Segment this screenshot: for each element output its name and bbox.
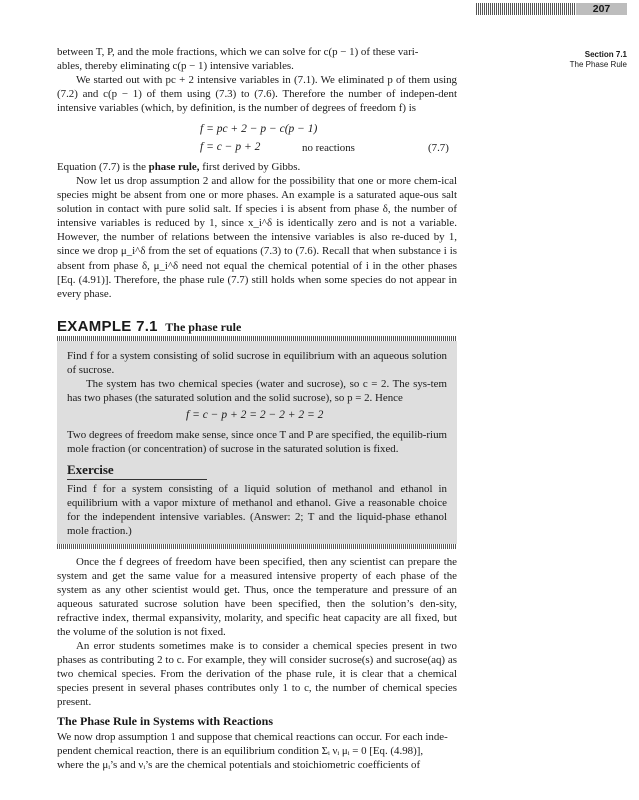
example-comment: Two degrees of freedom make sense, since once T and P are specified, the equilib-rium mole fraction (or concentration) of sucrose in the saturated solution is fixed.: [67, 429, 447, 456]
exercise-text: Find f for a system consisting of a liquid solution of methanol and ethanol in equilibrium with a vapor mixture of methanol and ethanol. Give a reasonable choice for the independent intensive variables. (Answer: 2; T and the liquid-phase ethanol mole fraction.): [67, 483, 447, 538]
example-label: EXAMPLE 7.1: [57, 318, 158, 335]
example-heading: [57, 318, 241, 336]
phase-rule-before: Equation (7.7) is the: [57, 161, 149, 173]
example-solution: The system has two chemical species (water and sucrose), so c = 2. The sys-tem has two phases (the saturated solution and the solid sucrose), so p = 2. Hence: [67, 378, 447, 405]
paragraph-6: An error students sometimes make is to consider a chemical species present in two phases as contributing 2 to c. For example, they will consider sucrose(s) and sucrose(aq) as two chemical species. From the derivation of the phase rule, it is clear that a chemical species present in several phases contributes only 1 to c, the number of chemical species present.: [57, 640, 457, 709]
header-hatch-bar: [476, 3, 576, 15]
paragraph-7-line-1: We now drop assumption 1 and suppose that chemical reactions can occur. For each inde-: [57, 731, 448, 743]
paragraph-7-line-2: pendent chemical reaction, there is an equilibrium condition Σᵢ νᵢ μᵢ = 0 [Eq. (4.98)],: [57, 745, 424, 757]
subheading: The Phase Rule in Systems with Reactions: [57, 714, 274, 728]
page-number-box: [576, 3, 627, 15]
intro-line-1: between T, P, and the mole fractions, which we can solve for c(p − 1) of these vari-: [57, 46, 419, 58]
equation-2-note: no reactions: [302, 142, 355, 154]
example-equation: f = c − p + 2 = 2 − 2 + 2 = 2: [186, 409, 324, 421]
exercise-title: Exercise: [67, 462, 114, 477]
intro-paragraph-4: Now let us drop assumption 2 and allow for the possibility that one or more chem-ical species might be absent from one or more phases. An example is a saturated aque-ous salt solution in contact with pure solid salt. If species i is absent from phase δ, the number of intensive variables is reduced by 1, since x_i^δ is identically zero and is not a variable. However, the number of relations between the intensive variables is also re-duced by 1, since we drop μ_i^δ from the set of equations (7.3) to (7.6). Recall that when substance i is absent from phase δ, μ_i^δ need not equal the chemical potential of i in the other phases [Eq. (4.91)]. Therefore, the phase rule (7.7) still holds when some species do not appear in every phase.: [57, 175, 457, 300]
paragraph-5: Once the f degrees of freedom have been specified, then any scientist can prepare the system and get the same value for a measured intensive property of each phase of the system as any other scientist would get. Thus, once the temperature and pressure of an aqueous saturated sucrose solution have been specified, then the solution’s den-sity, refractive index, thermal expansivity, molarity, and specific heat capacity are all fixed, but the volume of the solution is not fixed.: [57, 556, 457, 639]
paragraph-7-line-3: where the μᵢ’s and νᵢ’s are the chemical potentials and stoichiometric coefficients of: [57, 759, 421, 771]
phase-rule-sentence: [57, 160, 300, 174]
page-number: 207: [592, 3, 611, 15]
example-bottom-rule: [57, 544, 457, 549]
equation-2-number: (7.7): [428, 142, 449, 154]
intro-paragraph-2: We started out with pc + 2 intensive variables in (7.1). We eliminated p of them using (7.2) and c(p − 1) of them using (7.3) to (7.6). Therefore the number of indepen-dent intensive variables (which, by definition, is the number of degrees of freedom f) is: [57, 74, 457, 115]
example-title: The phase rule: [165, 320, 242, 334]
intro-line-2: ables, thereby eliminating c(p − 1) intensive variables.: [57, 60, 294, 72]
equation-1: f = pc + 2 − p − c(p − 1): [200, 123, 318, 135]
exercise-underline: [67, 479, 207, 480]
phase-rule-term: phase rule,: [148, 161, 200, 173]
example-problem: Find f for a system consisting of solid sucrose in equilibrium with an aqueous solution of sucrose.: [67, 350, 447, 377]
section-title: The Phase Rule: [569, 60, 627, 69]
section-label: Section 7.1: [584, 50, 627, 59]
phase-rule-after: first derived by Gibbs.: [199, 161, 301, 173]
equation-2: f = c − p + 2: [200, 141, 261, 153]
